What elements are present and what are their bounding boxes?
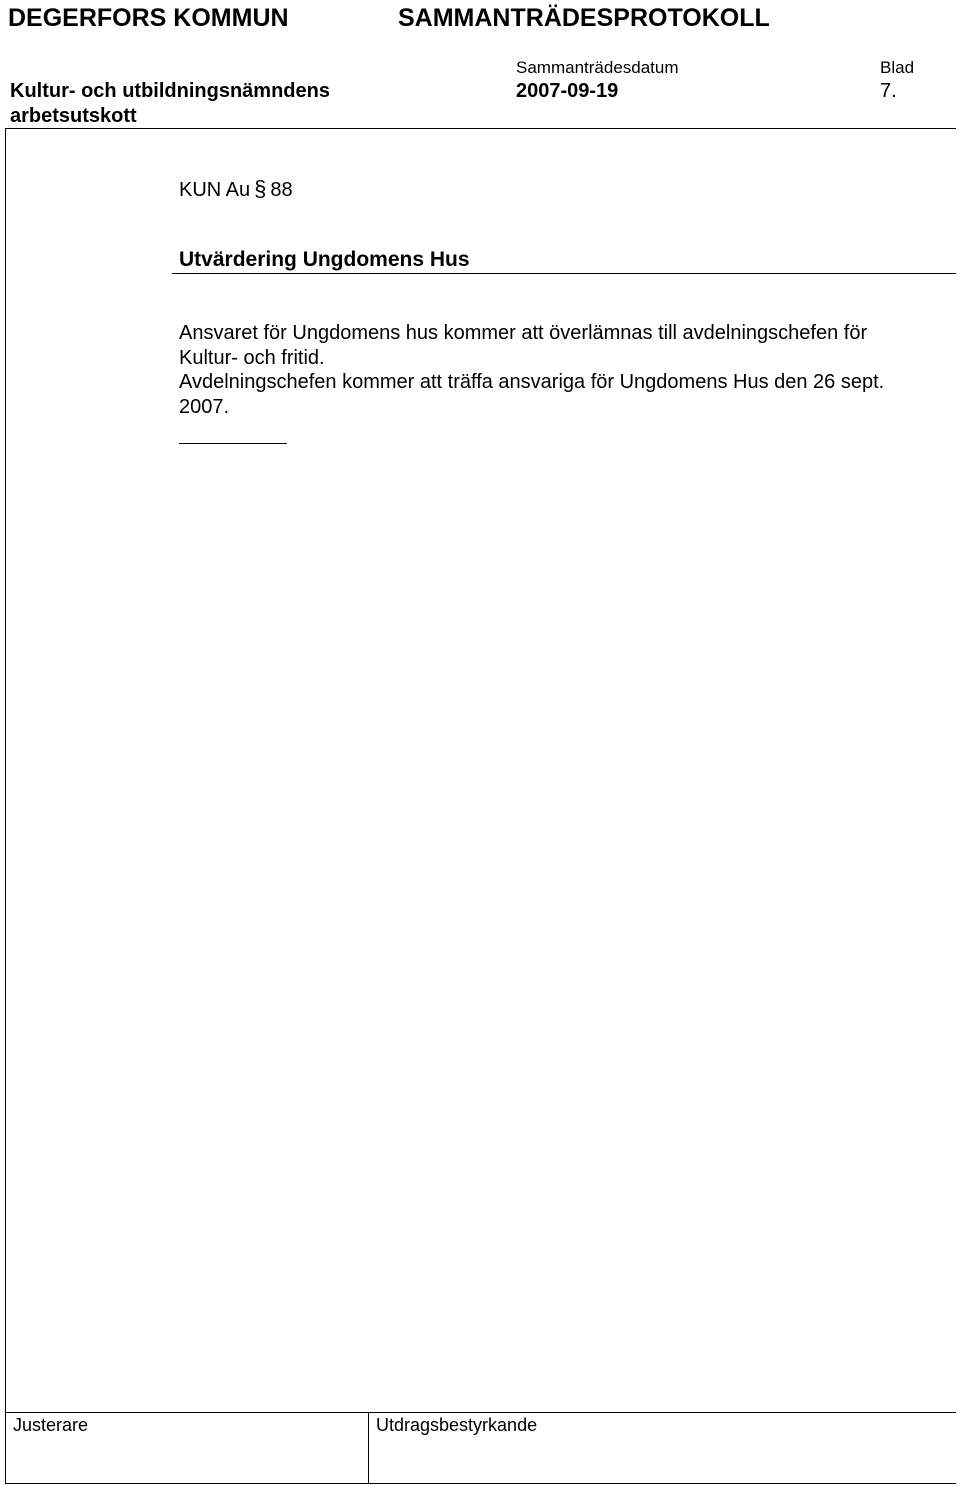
- body-line: Kultur- och fritid.: [179, 347, 325, 369]
- body-line: Ansvaret för Ungdomens hus kommer att överlämnas till avdelningschefen för: [179, 322, 868, 344]
- paragraph-reference: [179, 176, 293, 202]
- organization-name: DEGERFORS KOMMUN: [8, 4, 289, 32]
- meeting-date: 2007-09-19: [516, 80, 619, 102]
- document-type: SAMMANTRÄDESPROTOKOLL: [398, 4, 770, 32]
- body-line: Avdelningschefen kommer att träffa ansvariga för Ungdomens Hus den 26 sept.: [179, 371, 885, 393]
- footer-column-divider: [368, 1412, 369, 1484]
- certification-label: Utdragsbestyrkande: [376, 1415, 538, 1435]
- page-number: 7.: [880, 80, 897, 102]
- committee-name-line2: arbetsutskott: [10, 105, 137, 127]
- paragraph-heading: Utvärdering Ungdomens Hus: [179, 248, 470, 271]
- meeting-date-label: Sammanträdesdatum: [516, 58, 679, 77]
- left-margin-line: [5, 128, 6, 1484]
- footer-bottom-line: [5, 1483, 956, 1484]
- paragraph-ref-number: 88: [270, 179, 293, 201]
- heading-underline: [172, 273, 956, 274]
- paragraph-end-line: [179, 443, 287, 444]
- header-divider: [5, 128, 956, 129]
- footer-top-line: [5, 1412, 956, 1413]
- signatory-label: Justerare: [13, 1415, 89, 1435]
- page-label: Blad: [880, 58, 915, 77]
- body-line: 2007.: [179, 396, 230, 418]
- paragraph-ref-prefix: KUN Au: [179, 179, 251, 201]
- section-symbol: §: [254, 176, 267, 201]
- committee-name-line1: Kultur- och utbildningsnämndens: [10, 80, 330, 102]
